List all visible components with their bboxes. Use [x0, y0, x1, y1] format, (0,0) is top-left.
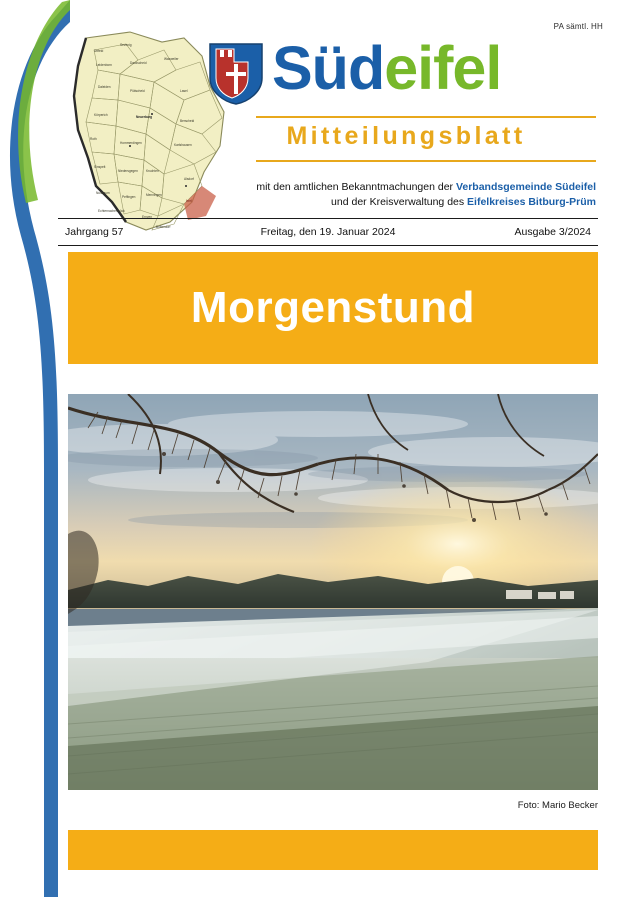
divider-top: [256, 116, 596, 118]
svg-text:Alsdorf: Alsdorf: [184, 177, 194, 181]
svg-text:Daleiden: Daleiden: [98, 85, 111, 89]
svg-text:Neuerburg: Neuerburg: [136, 115, 153, 119]
volume-label: Jahrgang 57: [65, 226, 124, 238]
imprint-line-2: [240, 195, 596, 210]
postal-marking: PA sämtl. HH: [553, 22, 603, 31]
svg-text:Echternacherbrück: Echternacherbrück: [98, 209, 125, 213]
headline-banner: [68, 252, 598, 364]
svg-text:Peffingen: Peffingen: [122, 195, 136, 199]
svg-text:Nusbaum: Nusbaum: [96, 191, 110, 195]
cover-photo-image: [68, 394, 598, 790]
photo-credit: Foto: Mario Becker: [517, 800, 598, 811]
svg-text:Sevenig: Sevenig: [120, 43, 132, 47]
masthead: [0, 12, 625, 227]
issue-date: Freitag, den 19. Januar 2024: [260, 226, 396, 238]
svg-text:Üttfeld: Üttfeld: [94, 49, 104, 53]
coat-of-arms-suedeifel: [208, 42, 264, 106]
svg-text:Roth: Roth: [90, 137, 97, 141]
svg-text:Kruchten: Kruchten: [146, 169, 159, 173]
imprint-line-1-text: mit den amtlichen Bekanntmachungen der: [256, 181, 456, 193]
page-title: Morgenstund: [190, 283, 476, 332]
publication-subtitle: Mitteilungsblatt: [286, 122, 526, 150]
cover-photo: [68, 394, 598, 790]
svg-text:Sinspelt: Sinspelt: [94, 165, 106, 169]
svg-text:Karlshausen: Karlshausen: [174, 143, 192, 147]
logo-part-eifel: eifel: [384, 34, 502, 102]
svg-text:Dackscheid: Dackscheid: [130, 61, 147, 65]
svg-text:Menningen: Menningen: [146, 193, 162, 197]
svg-text:Plütscheid: Plütscheid: [130, 89, 145, 93]
svg-text:Niedersgegen: Niedersgegen: [118, 169, 138, 173]
imprint-line-2-text: und der Kreisverwaltung des: [331, 196, 468, 208]
svg-text:Irrel: Irrel: [186, 199, 193, 203]
svg-text:Hommerdingen: Hommerdingen: [120, 141, 142, 145]
publication-logo: [272, 36, 501, 100]
issue-info-bar: [58, 218, 598, 246]
issue-number: Ausgabe 3/2024: [514, 226, 591, 238]
svg-text:Ernzen: Ernzen: [142, 215, 153, 219]
svg-text:Leidenborn: Leidenborn: [96, 63, 112, 67]
divider-bottom: [256, 160, 596, 162]
bottom-accent-bar: [68, 830, 598, 870]
logo-part-sued: Süd: [272, 34, 385, 102]
svg-text:Bollendorf: Bollendorf: [156, 225, 171, 229]
svg-text:Körperich: Körperich: [94, 113, 108, 117]
svg-text:Lasel: Lasel: [180, 89, 188, 93]
imprint-line-2-bold: Eifelkreises Bitburg-Prüm: [467, 196, 596, 208]
svg-text:Berscheid: Berscheid: [180, 119, 195, 123]
imprint-line-1-bold: Verbandsgemeinde Südeifel: [455, 181, 596, 193]
imprint-line-1: [240, 180, 596, 195]
svg-text:Waxweiler: Waxweiler: [164, 57, 179, 61]
imprint: [240, 180, 596, 210]
